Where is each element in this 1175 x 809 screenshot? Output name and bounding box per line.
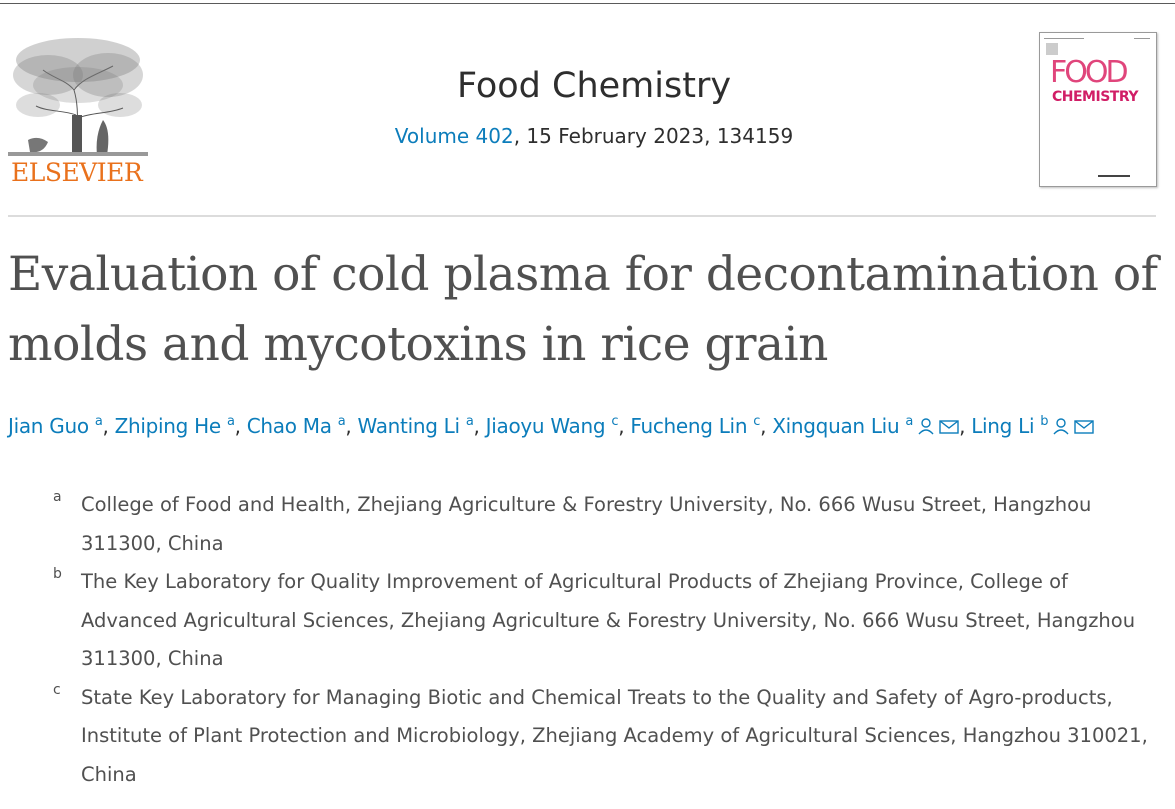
article-title: Evaluation of cold plasma for decontamination of molds and mycotoxins in rice grain xyxy=(8,247,1158,372)
author-link[interactable] xyxy=(115,414,235,438)
cover-footer-line xyxy=(1098,175,1130,177)
journal-title[interactable]: Food Chemistry xyxy=(456,66,732,106)
author-link[interactable] xyxy=(358,414,474,438)
author-list xyxy=(8,414,1173,440)
author-name: Wanting Li xyxy=(357,414,460,438)
author-link[interactable] xyxy=(486,414,619,438)
author-name: Ling Li xyxy=(971,414,1035,438)
affiliation-list xyxy=(0,486,1175,794)
affiliation-item xyxy=(0,486,1175,563)
author-separator: , xyxy=(618,414,631,438)
author-link[interactable] xyxy=(772,414,913,438)
journal-meta xyxy=(0,124,1175,148)
author-affiliation-marker: c xyxy=(611,414,619,429)
affiliation-text: State Key Laboratory for Managing Biotic and Chemical Treats to the Quality and Safety of Agro-products, Institute of Plant Protection and Microbiology, Zhejiang Academy of Agricultural Sciences, Hangzhou 310021, China xyxy=(81,685,1148,786)
mail-icon[interactable] xyxy=(1074,416,1094,440)
affiliation-text: College of Food and Health, Zhejiang Agriculture & Forestry University, No. 666 Wusu Street, Hangzhou 311300, China xyxy=(81,493,1092,555)
author-separator: , xyxy=(959,414,972,438)
cover-title-food: FOOD xyxy=(1050,55,1126,90)
affiliation-item xyxy=(0,563,1175,679)
author-affiliation-marker: c xyxy=(753,414,761,429)
cover-logo-icon xyxy=(1046,43,1058,55)
author-separator: , xyxy=(345,414,358,438)
author-affiliation-marker: a xyxy=(465,414,474,429)
author-link[interactable] xyxy=(247,414,346,438)
top-rule xyxy=(0,3,1175,4)
affiliation-label: a xyxy=(53,489,62,505)
volume-link[interactable]: Volume 402 xyxy=(394,124,514,148)
author-name: Zhiping He xyxy=(114,414,221,438)
header-divider xyxy=(8,215,1156,217)
issue-info: , 15 February 2023, 134159 xyxy=(513,124,794,148)
affiliation-text: The Key Laboratory for Quality Improvement of Agricultural Products of Zhejiang Province, College of Advanced Agricultural Sciences, Zhejiang Agriculture & Forestry University, No. 666 Wusu Street, Hangzhou 311300, China xyxy=(81,570,1136,670)
affiliation-label: c xyxy=(53,681,61,698)
cover-header-lines xyxy=(1044,37,1150,42)
author-affiliation-marker: b xyxy=(1040,414,1049,429)
affiliation-item xyxy=(0,679,1175,795)
author-affiliation-marker: a xyxy=(226,414,235,429)
author-affiliation-marker: a xyxy=(94,414,103,429)
author-separator: , xyxy=(102,414,115,438)
elsevier-wordmark: ELSEVIER xyxy=(11,158,143,187)
author-affiliation-marker: a xyxy=(905,414,914,429)
author-name: Fucheng Lin xyxy=(630,414,748,438)
author-name: Jiaoyu Wang xyxy=(485,414,606,438)
author-name: Chao Ma xyxy=(246,414,332,438)
author-link[interactable] xyxy=(971,414,1048,438)
person-icon[interactable] xyxy=(917,416,935,440)
author-separator: , xyxy=(760,414,773,438)
cover-title-chemistry: CHEMISTRY xyxy=(1052,89,1138,105)
author-link[interactable] xyxy=(630,414,760,438)
journal-cover-thumbnail[interactable] xyxy=(1039,32,1157,187)
author-separator: , xyxy=(473,414,486,438)
author-separator: , xyxy=(234,414,247,438)
mail-icon[interactable] xyxy=(939,416,959,440)
author-link[interactable] xyxy=(8,414,103,438)
person-icon[interactable] xyxy=(1052,416,1070,440)
author-name: Jian Guo xyxy=(8,414,89,438)
author-affiliation-marker: a xyxy=(337,414,346,429)
affiliation-label: b xyxy=(53,566,62,582)
author-name: Xingquan Liu xyxy=(772,414,900,438)
